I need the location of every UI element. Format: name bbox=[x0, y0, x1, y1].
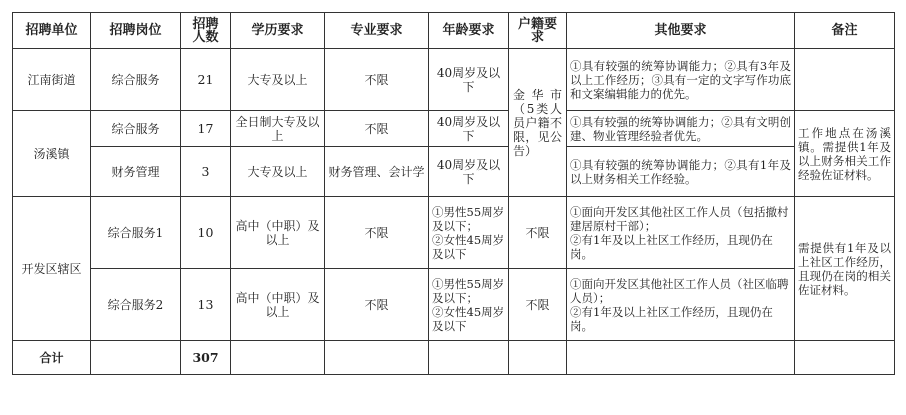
cell-unit: 江南街道 bbox=[13, 49, 91, 111]
cell-count: 21 bbox=[181, 49, 231, 111]
other-line-1: ①面向开发区其他社区工作人员（包括撤村建居原村干部）； bbox=[570, 204, 789, 233]
cell-education: 全日制大专及以上 bbox=[231, 111, 325, 147]
cell-empty bbox=[231, 341, 325, 375]
recruitment-table bbox=[12, 12, 895, 375]
cell-education: 大专及以上 bbox=[231, 49, 325, 111]
cell-age: 40周岁及以下 bbox=[429, 49, 509, 111]
other-line-1: ①面向开发区其他社区工作人员（社区临聘人员）； bbox=[570, 276, 789, 305]
table-row bbox=[13, 49, 895, 111]
cell-empty bbox=[91, 341, 181, 375]
total-row bbox=[13, 341, 895, 375]
other-line-2: ②有1年及以上社区工作经历，且现仍在岗。 bbox=[570, 232, 773, 261]
cell-empty bbox=[795, 341, 895, 375]
cell-position: 综合服务1 bbox=[91, 197, 181, 269]
cell-education: 大专及以上 bbox=[231, 147, 325, 197]
header-age: 年龄要求 bbox=[429, 13, 509, 49]
age-line-male: ①男性55周岁及以下； bbox=[432, 204, 505, 233]
cell-count: 3 bbox=[181, 147, 231, 197]
total-count: 307 bbox=[181, 341, 231, 375]
cell-other: ①具有较强的统筹协调能力；②具有文明创建、物业管理经验者优先。 bbox=[567, 111, 795, 147]
age-line-female: ②女性45周岁及以下 bbox=[432, 232, 505, 261]
cell-other: ①具有较强的统筹协调能力；②具有1年及以上财务相关工作经验。 bbox=[567, 147, 795, 197]
cell-empty bbox=[429, 341, 509, 375]
table-row bbox=[13, 147, 895, 197]
cell-major: 不限 bbox=[325, 49, 429, 111]
header-education: 学历要求 bbox=[231, 13, 325, 49]
cell-other bbox=[567, 269, 795, 341]
header-remark: 备注 bbox=[795, 13, 895, 49]
table-row bbox=[13, 197, 895, 269]
cell-education: 高中（中职）及以上 bbox=[231, 269, 325, 341]
cell-other: ①具有较强的统筹协调能力；②具有3年及以上工作经历；③具有一定的文字写作功底和文案编辑能力的优先。 bbox=[567, 49, 795, 111]
cell-hukou: 不限 bbox=[509, 197, 567, 269]
cell-remark: 工作地点在汤溪镇。需提供1年及以上财务相关工作经验佐证材料。 bbox=[795, 111, 895, 197]
cell-other bbox=[567, 197, 795, 269]
table-row bbox=[13, 269, 895, 341]
cell-empty bbox=[325, 341, 429, 375]
cell-empty bbox=[567, 341, 795, 375]
header-position: 招聘岗位 bbox=[91, 13, 181, 49]
cell-position: 综合服务 bbox=[91, 49, 181, 111]
header-row bbox=[13, 13, 895, 49]
cell-unit: 汤溪镇 bbox=[13, 111, 91, 197]
cell-empty bbox=[509, 341, 567, 375]
cell-major: 不限 bbox=[325, 269, 429, 341]
cell-count: 17 bbox=[181, 111, 231, 147]
header-other: 其他要求 bbox=[567, 13, 795, 49]
total-label: 合计 bbox=[13, 341, 91, 375]
header-count: 招聘人数 bbox=[181, 13, 231, 49]
cell-count: 10 bbox=[181, 197, 231, 269]
cell-age: 40周岁及以下 bbox=[429, 111, 509, 147]
header-unit: 招聘单位 bbox=[13, 13, 91, 49]
age-line-male: ①男性55周岁及以下； bbox=[432, 276, 505, 305]
header-hukou: 户籍要求 bbox=[509, 13, 567, 49]
other-line-2: ②有1年及以上社区工作经历，且现仍在岗。 bbox=[570, 304, 773, 333]
cell-education: 高中（中职）及以上 bbox=[231, 197, 325, 269]
cell-remark bbox=[795, 49, 895, 111]
cell-age bbox=[429, 197, 509, 269]
cell-position: 综合服务 bbox=[91, 111, 181, 147]
age-line-female: ②女性45周岁及以下 bbox=[432, 304, 505, 333]
cell-major: 不限 bbox=[325, 111, 429, 147]
cell-remark: 需提供有1年及以上社区工作经历，且现仍在岗的相关佐证材料。 bbox=[795, 197, 895, 341]
cell-count: 13 bbox=[181, 269, 231, 341]
cell-major: 不限 bbox=[325, 197, 429, 269]
cell-unit: 开发区辖区 bbox=[13, 197, 91, 341]
cell-position: 财务管理 bbox=[91, 147, 181, 197]
cell-age bbox=[429, 269, 509, 341]
cell-position: 综合服务2 bbox=[91, 269, 181, 341]
table-row bbox=[13, 111, 895, 147]
header-major: 专业要求 bbox=[325, 13, 429, 49]
cell-hukou: 不限 bbox=[509, 269, 567, 341]
cell-age: 40周岁及以下 bbox=[429, 147, 509, 197]
cell-hukou-shared: 金华市（5类人员户籍不限，见公告） bbox=[509, 49, 567, 197]
cell-major: 财务管理、会计学 bbox=[325, 147, 429, 197]
